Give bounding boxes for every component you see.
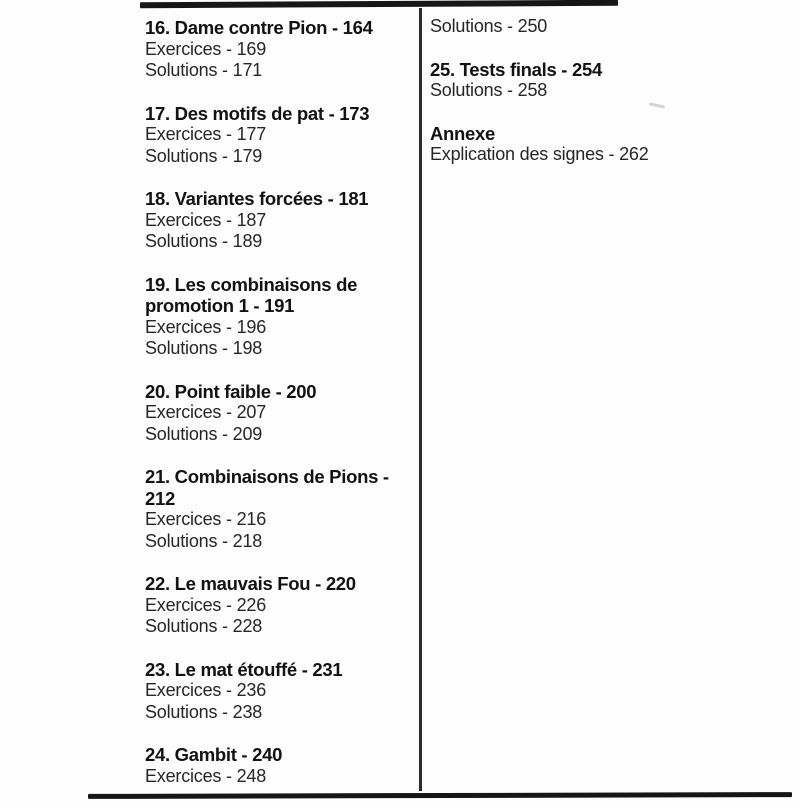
chapter-title: Annexe bbox=[430, 122, 496, 144]
toc-sub-line: Solutions - 250 bbox=[430, 16, 548, 36]
toc-sub-line: Solutions - 258 bbox=[430, 80, 548, 100]
chapter-title: 25. Tests finals - 254 bbox=[430, 58, 602, 80]
chapter-title-wrap: 212 bbox=[145, 487, 175, 509]
scanner-edge-artifact-top bbox=[140, 0, 618, 8]
toc-left-column bbox=[145, 17, 389, 808]
chapter-title: 18. Variantes forcées - 181 bbox=[145, 188, 369, 209]
toc-entry-ch23 bbox=[145, 659, 389, 724]
toc-sub-line: Solutions - 228 bbox=[145, 616, 263, 636]
chapter-title: 19. Les combinaisons de bbox=[145, 273, 358, 295]
column-divider-rule bbox=[419, 8, 422, 791]
chapter-title: 22. Le mauvais Fou - 220 bbox=[145, 573, 356, 594]
toc-sub-line: Exercices - 196 bbox=[145, 316, 267, 337]
toc-entry-annexe bbox=[430, 123, 649, 166]
toc-entry-ch21 bbox=[145, 466, 389, 552]
toc-sub-line: Solutions - 189 bbox=[145, 231, 263, 251]
toc-entry-ch24-solutions bbox=[430, 16, 649, 38]
toc-entry-ch25 bbox=[430, 59, 649, 102]
toc-sub-line: Solutions - 179 bbox=[145, 145, 263, 166]
chapter-title: 23. Le mat étouffé - 231 bbox=[145, 658, 343, 680]
toc-sub-line: Solutions - 209 bbox=[145, 423, 263, 444]
toc-sub-line: Explication des signes - 262 bbox=[430, 144, 649, 164]
chapter-title: 17. Des motifs de pat - 173 bbox=[145, 102, 370, 124]
toc-sub-line: Exercices - 169 bbox=[145, 38, 267, 59]
toc-sub-line: Exercices - 248 bbox=[145, 765, 267, 786]
toc-sub-line: Exercices - 216 bbox=[145, 509, 267, 529]
toc-entry-ch24 bbox=[145, 744, 389, 787]
toc-entry-ch17 bbox=[145, 103, 389, 168]
toc-right-column bbox=[430, 16, 649, 187]
chapter-title-wrap: promotion 1 - 191 bbox=[145, 295, 295, 316]
toc-sub-line: Exercices - 226 bbox=[145, 594, 267, 615]
chapter-title: 20. Point faible - 200 bbox=[145, 380, 317, 402]
toc-sub-line: Exercices - 177 bbox=[145, 124, 267, 144]
chapter-title: 21. Combinaisons de Pions - bbox=[145, 466, 389, 487]
chapter-title: 24. Gambit - 240 bbox=[145, 744, 283, 765]
toc-entry-ch22 bbox=[145, 573, 389, 638]
toc-sub-line: Solutions - 198 bbox=[145, 338, 263, 358]
chapter-title: 16. Dame contre Pion - 164 bbox=[145, 17, 373, 38]
toc-sub-line: Exercices - 187 bbox=[145, 209, 267, 230]
toc-sub-line: Solutions - 171 bbox=[145, 60, 263, 80]
toc-sub-line: Solutions - 218 bbox=[145, 530, 263, 551]
toc-sub-line: Exercices - 236 bbox=[145, 680, 267, 700]
toc-sub-line: Exercices - 207 bbox=[145, 402, 267, 422]
toc-sub-line: Solutions - 238 bbox=[145, 701, 263, 722]
toc-entry-ch18 bbox=[145, 188, 389, 253]
toc-entry-ch19 bbox=[145, 274, 389, 360]
toc-entry-ch16 bbox=[145, 17, 389, 82]
toc-entry-ch20 bbox=[145, 381, 389, 446]
scan-smudge-artifact bbox=[649, 102, 665, 108]
